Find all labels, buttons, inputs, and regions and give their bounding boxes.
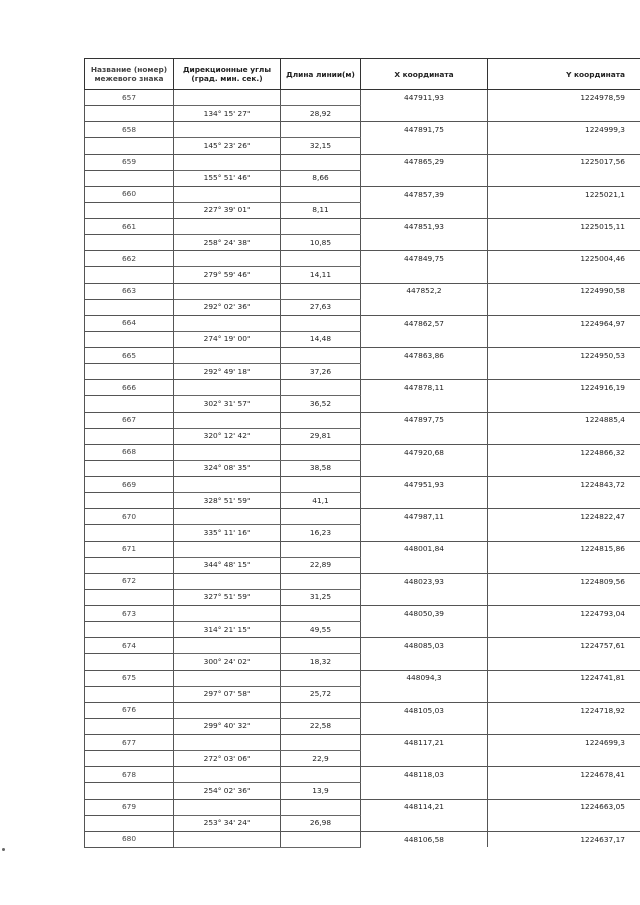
- empty-cell: [281, 380, 361, 396]
- table-row-segment: [85, 331, 640, 347]
- empty-cell: [174, 90, 281, 106]
- table-row-point: [85, 154, 640, 170]
- empty-cell: [174, 799, 281, 815]
- empty-cell: [488, 235, 640, 251]
- empty-cell: [488, 751, 640, 767]
- empty-cell: [488, 202, 640, 218]
- empty-cell: [281, 315, 361, 331]
- x-coordinate: 448001,84: [361, 541, 488, 557]
- table-row-segment: [85, 428, 640, 444]
- direction-angle: 145° 23' 26": [174, 138, 281, 154]
- table-row-segment: [85, 589, 640, 605]
- empty-cell: [85, 106, 174, 122]
- point-name: 667: [85, 412, 174, 428]
- direction-angle: 258° 24' 38": [174, 235, 281, 251]
- table-row-segment: [85, 235, 640, 251]
- empty-cell: [488, 106, 640, 122]
- empty-cell: [488, 686, 640, 702]
- table-row-point: [85, 735, 640, 751]
- y-coordinate: 1224950,53: [488, 348, 640, 364]
- empty-cell: [281, 606, 361, 622]
- table-row-point: [85, 219, 640, 235]
- table-row-point: [85, 348, 640, 364]
- empty-cell: [85, 557, 174, 573]
- empty-cell: [488, 460, 640, 476]
- direction-angle: 227° 39' 01": [174, 202, 281, 218]
- table-body: [85, 90, 640, 848]
- empty-cell: [361, 170, 488, 186]
- table-row-point: [85, 799, 640, 815]
- table-row-point: [85, 477, 640, 493]
- y-coordinate: 1224718,92: [488, 702, 640, 718]
- empty-cell: [174, 154, 281, 170]
- line-length: 31,25: [281, 589, 361, 605]
- header-line-length: Длина линии(м): [281, 59, 361, 90]
- table-row-point: [85, 90, 640, 106]
- empty-cell: [361, 622, 488, 638]
- empty-cell: [281, 251, 361, 267]
- line-length: 36,52: [281, 396, 361, 412]
- table-row-segment: [85, 138, 640, 154]
- empty-cell: [174, 315, 281, 331]
- x-coordinate: 447865,29: [361, 154, 488, 170]
- empty-cell: [281, 283, 361, 299]
- empty-cell: [361, 589, 488, 605]
- empty-cell: [488, 267, 640, 283]
- empty-cell: [174, 283, 281, 299]
- table-row-point: [85, 767, 640, 783]
- x-coordinate: 447911,93: [361, 90, 488, 106]
- y-coordinate: 1224964,97: [488, 315, 640, 331]
- empty-cell: [488, 396, 640, 412]
- empty-cell: [281, 477, 361, 493]
- line-length: 32,15: [281, 138, 361, 154]
- empty-cell: [85, 299, 174, 315]
- point-name: 679: [85, 799, 174, 815]
- x-coordinate: 447987,11: [361, 509, 488, 525]
- table-row-point: [85, 412, 640, 428]
- line-length: 8,66: [281, 170, 361, 186]
- empty-cell: [85, 783, 174, 799]
- empty-cell: [488, 622, 640, 638]
- table-row-segment: [85, 622, 640, 638]
- empty-cell: [361, 299, 488, 315]
- table-row-segment: [85, 299, 640, 315]
- header-x-coordinate: X координата: [361, 59, 488, 90]
- empty-cell: [281, 702, 361, 718]
- table-row-segment: [85, 686, 640, 702]
- table-row-point: [85, 831, 640, 847]
- x-coordinate: 447951,93: [361, 477, 488, 493]
- direction-angle: 300° 24' 02": [174, 654, 281, 670]
- point-name: 657: [85, 90, 174, 106]
- empty-cell: [85, 654, 174, 670]
- empty-cell: [361, 138, 488, 154]
- empty-cell: [281, 735, 361, 751]
- empty-cell: [361, 428, 488, 444]
- empty-cell: [85, 331, 174, 347]
- empty-cell: [361, 718, 488, 734]
- empty-cell: [281, 509, 361, 525]
- x-coordinate: 447863,86: [361, 348, 488, 364]
- empty-cell: [174, 767, 281, 783]
- point-name: 672: [85, 573, 174, 589]
- direction-angle: 292° 49' 18": [174, 364, 281, 380]
- empty-cell: [85, 170, 174, 186]
- line-length: 22,9: [281, 751, 361, 767]
- empty-cell: [281, 186, 361, 202]
- y-coordinate: 1224916,19: [488, 380, 640, 396]
- y-coordinate: 1224793,04: [488, 606, 640, 622]
- empty-cell: [281, 831, 361, 847]
- point-name: 678: [85, 767, 174, 783]
- table-row-point: [85, 573, 640, 589]
- empty-cell: [85, 396, 174, 412]
- empty-cell: [488, 815, 640, 831]
- table-row-point: [85, 283, 640, 299]
- empty-cell: [85, 202, 174, 218]
- y-coordinate: 1224809,56: [488, 573, 640, 589]
- point-name: 676: [85, 702, 174, 718]
- table-row-segment: [85, 364, 640, 380]
- empty-cell: [85, 686, 174, 702]
- x-coordinate: 448117,21: [361, 735, 488, 751]
- line-length: 22,58: [281, 718, 361, 734]
- y-coordinate: 1224843,72: [488, 477, 640, 493]
- empty-cell: [488, 525, 640, 541]
- empty-cell: [281, 348, 361, 364]
- empty-cell: [85, 267, 174, 283]
- header-mark-name: Название (номер) межевого знака: [85, 59, 174, 90]
- empty-cell: [361, 654, 488, 670]
- point-name: 663: [85, 283, 174, 299]
- line-length: 28,92: [281, 106, 361, 122]
- empty-cell: [85, 235, 174, 251]
- x-coordinate: 448085,03: [361, 638, 488, 654]
- empty-cell: [488, 299, 640, 315]
- empty-cell: [281, 670, 361, 686]
- line-length: 13,9: [281, 783, 361, 799]
- y-coordinate: 1225004,46: [488, 251, 640, 267]
- empty-cell: [174, 735, 281, 751]
- table-row-segment: [85, 460, 640, 476]
- table-row-point: [85, 606, 640, 622]
- point-name: 662: [85, 251, 174, 267]
- empty-cell: [174, 348, 281, 364]
- direction-angle: 299° 40' 32": [174, 718, 281, 734]
- empty-cell: [281, 799, 361, 815]
- empty-cell: [174, 219, 281, 235]
- direction-angle: 155° 51' 46": [174, 170, 281, 186]
- table-row-point: [85, 380, 640, 396]
- y-coordinate: 1224822,47: [488, 509, 640, 525]
- y-coordinate: 1224999,3: [488, 122, 640, 138]
- x-coordinate: 448105,03: [361, 702, 488, 718]
- table-row-segment: [85, 525, 640, 541]
- empty-cell: [361, 106, 488, 122]
- point-name: 671: [85, 541, 174, 557]
- table-row-segment: [85, 815, 640, 831]
- table-row-point: [85, 251, 640, 267]
- x-coordinate: 448050,39: [361, 606, 488, 622]
- table-row-segment: [85, 783, 640, 799]
- x-coordinate: 448114,21: [361, 799, 488, 815]
- empty-cell: [281, 90, 361, 106]
- x-coordinate: 447851,93: [361, 219, 488, 235]
- empty-cell: [361, 751, 488, 767]
- empty-cell: [361, 235, 488, 251]
- x-coordinate: 447852,2: [361, 283, 488, 299]
- empty-cell: [488, 718, 640, 734]
- point-name: 658: [85, 122, 174, 138]
- line-length: 14,11: [281, 267, 361, 283]
- table-row-point: [85, 638, 640, 654]
- empty-cell: [85, 364, 174, 380]
- empty-cell: [361, 815, 488, 831]
- line-length: 27,63: [281, 299, 361, 315]
- empty-cell: [85, 460, 174, 476]
- empty-cell: [488, 493, 640, 509]
- table-row-segment: [85, 202, 640, 218]
- empty-cell: [488, 557, 640, 573]
- point-name: 668: [85, 444, 174, 460]
- point-name: 670: [85, 509, 174, 525]
- empty-cell: [85, 493, 174, 509]
- empty-cell: [488, 783, 640, 799]
- empty-cell: [85, 428, 174, 444]
- line-length: 8,11: [281, 202, 361, 218]
- empty-cell: [85, 589, 174, 605]
- y-coordinate: 1225015,11: [488, 219, 640, 235]
- table-row-point: [85, 670, 640, 686]
- point-name: 677: [85, 735, 174, 751]
- y-coordinate: 1224663,05: [488, 799, 640, 815]
- empty-cell: [174, 380, 281, 396]
- point-name: 665: [85, 348, 174, 364]
- empty-cell: [281, 412, 361, 428]
- direction-angle: 292° 02' 36": [174, 299, 281, 315]
- line-length: 14,48: [281, 331, 361, 347]
- table-row-segment: [85, 654, 640, 670]
- line-length: 26,98: [281, 815, 361, 831]
- direction-angle: 327° 51' 59": [174, 589, 281, 605]
- point-name: 660: [85, 186, 174, 202]
- y-coordinate: 1224637,17: [488, 831, 640, 847]
- direction-angle: 302° 31' 57": [174, 396, 281, 412]
- empty-cell: [281, 541, 361, 557]
- empty-cell: [174, 412, 281, 428]
- empty-cell: [174, 186, 281, 202]
- empty-cell: [281, 573, 361, 589]
- direction-angle: 335° 11' 16": [174, 525, 281, 541]
- empty-cell: [85, 815, 174, 831]
- x-coordinate: 448106,58: [361, 831, 488, 847]
- table-row-segment: [85, 718, 640, 734]
- empty-cell: [174, 444, 281, 460]
- y-coordinate: 1224866,32: [488, 444, 640, 460]
- line-length: 18,32: [281, 654, 361, 670]
- direction-angle: 324° 08' 35": [174, 460, 281, 476]
- empty-cell: [85, 751, 174, 767]
- y-coordinate: 1224678,41: [488, 767, 640, 783]
- y-coordinate: 1224815,86: [488, 541, 640, 557]
- table-row-segment: [85, 557, 640, 573]
- y-coordinate: 1224990,58: [488, 283, 640, 299]
- empty-cell: [361, 267, 488, 283]
- table-row-point: [85, 509, 640, 525]
- line-length: 22,89: [281, 557, 361, 573]
- y-coordinate: 1224741,81: [488, 670, 640, 686]
- empty-cell: [281, 219, 361, 235]
- empty-cell: [361, 202, 488, 218]
- y-coordinate: 1225021,1: [488, 186, 640, 202]
- x-coordinate: 447897,75: [361, 412, 488, 428]
- direction-angle: 344° 48' 15": [174, 557, 281, 573]
- y-coordinate: 1224757,61: [488, 638, 640, 654]
- table-row-point: [85, 186, 640, 202]
- table-row-point: [85, 315, 640, 331]
- table-row-segment: [85, 106, 640, 122]
- point-name: 664: [85, 315, 174, 331]
- empty-cell: [361, 557, 488, 573]
- empty-cell: [281, 638, 361, 654]
- table-row-segment: [85, 267, 640, 283]
- x-coordinate: 448023,93: [361, 573, 488, 589]
- point-name: 674: [85, 638, 174, 654]
- direction-angle: 297° 07' 58": [174, 686, 281, 702]
- direction-angle: 272° 03' 06": [174, 751, 281, 767]
- empty-cell: [174, 251, 281, 267]
- empty-cell: [361, 493, 488, 509]
- x-coordinate: 447920,68: [361, 444, 488, 460]
- empty-cell: [174, 122, 281, 138]
- x-coordinate: 447891,75: [361, 122, 488, 138]
- direction-angle: 134° 15' 27": [174, 106, 281, 122]
- point-name: 666: [85, 380, 174, 396]
- empty-cell: [281, 444, 361, 460]
- direction-angle: 253° 34' 24": [174, 815, 281, 831]
- empty-cell: [488, 170, 640, 186]
- empty-cell: [361, 396, 488, 412]
- x-coordinate: 448118,03: [361, 767, 488, 783]
- empty-cell: [361, 331, 488, 347]
- table-row-point: [85, 444, 640, 460]
- table-header-row: [85, 59, 640, 90]
- empty-cell: [174, 831, 281, 847]
- point-name: 673: [85, 606, 174, 622]
- point-name: 659: [85, 154, 174, 170]
- empty-cell: [488, 331, 640, 347]
- empty-cell: [281, 154, 361, 170]
- line-length: 41,1: [281, 493, 361, 509]
- empty-cell: [488, 654, 640, 670]
- direction-angle: 274° 19' 00": [174, 331, 281, 347]
- point-name: 661: [85, 219, 174, 235]
- point-name: 669: [85, 477, 174, 493]
- line-length: 10,85: [281, 235, 361, 251]
- table-row-segment: [85, 396, 640, 412]
- line-length: 25,72: [281, 686, 361, 702]
- line-length: 38,58: [281, 460, 361, 476]
- line-length: 37,26: [281, 364, 361, 380]
- direction-angle: 314° 21' 15": [174, 622, 281, 638]
- empty-cell: [174, 573, 281, 589]
- empty-cell: [174, 509, 281, 525]
- empty-cell: [488, 138, 640, 154]
- empty-cell: [281, 767, 361, 783]
- empty-cell: [488, 428, 640, 444]
- empty-cell: [361, 460, 488, 476]
- y-coordinate: 1224699,3: [488, 735, 640, 751]
- table-row-segment: [85, 493, 640, 509]
- line-length: 29,81: [281, 428, 361, 444]
- empty-cell: [85, 622, 174, 638]
- empty-cell: [174, 670, 281, 686]
- y-coordinate: 1225017,56: [488, 154, 640, 170]
- x-coordinate: 447878,11: [361, 380, 488, 396]
- header-y-coordinate: Y координата: [488, 59, 640, 90]
- empty-cell: [85, 525, 174, 541]
- empty-cell: [361, 686, 488, 702]
- scan-dot: [2, 848, 5, 851]
- x-coordinate: 447857,39: [361, 186, 488, 202]
- empty-cell: [281, 122, 361, 138]
- table-row-segment: [85, 751, 640, 767]
- direction-angle: 328° 51' 59": [174, 493, 281, 509]
- table-row-point: [85, 122, 640, 138]
- x-coordinate: 448094,3: [361, 670, 488, 686]
- empty-cell: [361, 525, 488, 541]
- table-row-segment: [85, 170, 640, 186]
- table-row-point: [85, 541, 640, 557]
- empty-cell: [174, 477, 281, 493]
- direction-angle: 320° 12' 42": [174, 428, 281, 444]
- x-coordinate: 447862,57: [361, 315, 488, 331]
- x-coordinate: 447849,75: [361, 251, 488, 267]
- empty-cell: [361, 364, 488, 380]
- table-row-point: [85, 702, 640, 718]
- direction-angle: 279° 59' 46": [174, 267, 281, 283]
- empty-cell: [488, 364, 640, 380]
- header-direction-angle: Дирекционные углы (град. мин. сек.): [174, 59, 281, 90]
- empty-cell: [85, 718, 174, 734]
- empty-cell: [174, 606, 281, 622]
- point-name: 675: [85, 670, 174, 686]
- empty-cell: [174, 638, 281, 654]
- y-coordinate: 1224885,4: [488, 412, 640, 428]
- y-coordinate: 1224978,59: [488, 90, 640, 106]
- line-length: 49,55: [281, 622, 361, 638]
- line-length: 16,23: [281, 525, 361, 541]
- direction-angle: 254° 02' 36": [174, 783, 281, 799]
- empty-cell: [488, 589, 640, 605]
- empty-cell: [361, 783, 488, 799]
- boundary-coordinates-table: [84, 58, 640, 848]
- point-name: 680: [85, 831, 174, 847]
- empty-cell: [85, 138, 174, 154]
- empty-cell: [174, 541, 281, 557]
- empty-cell: [174, 702, 281, 718]
